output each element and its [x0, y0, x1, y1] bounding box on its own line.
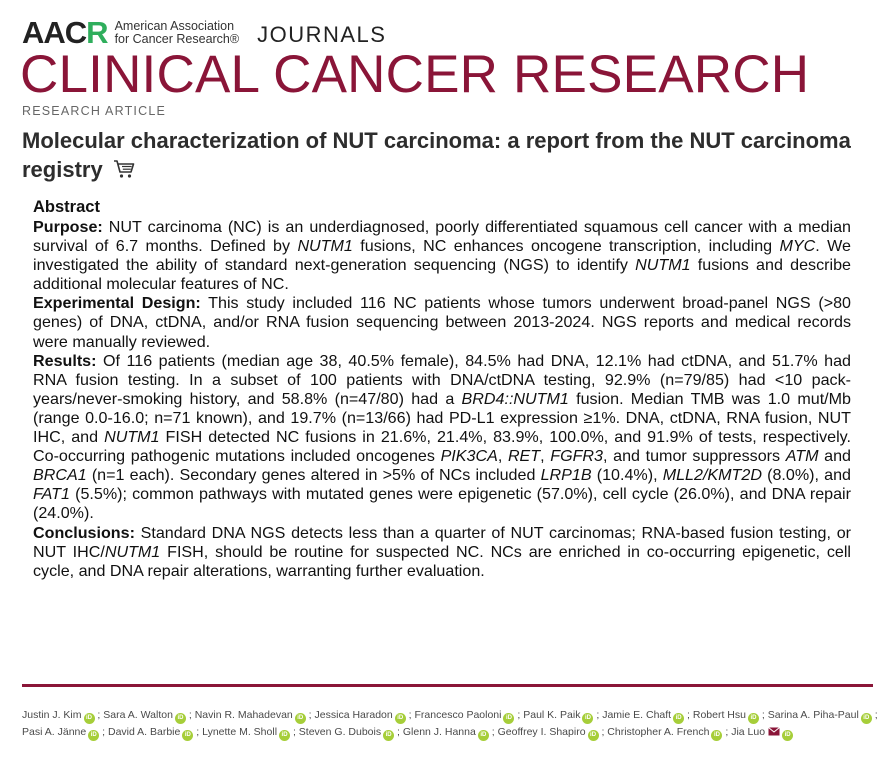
orcid-icon[interactable]: iD [861, 713, 872, 724]
orcid-icon[interactable]: iD [279, 730, 290, 741]
abstract [33, 198, 851, 581]
article-title [22, 126, 872, 186]
brand-row [22, 14, 872, 48]
abstract-results [33, 352, 851, 524]
orcid-icon[interactable]: iD [782, 730, 793, 741]
section-divider [22, 684, 873, 687]
journals-label: JOURNALS [257, 22, 387, 47]
author-name[interactable]: Lynette M. Sholl iD [202, 726, 290, 738]
article-title-text: Molecular characterization of NUT carcinoma: a report from the NUT carcinoma registry [22, 128, 851, 182]
author-list: Justin J. Kim iD ; Sara A. Walton iD ; Navin R. Mahadevan iD ; Jessica Haradon iD ; Francesco Paoloni iD ; Paul K. Paik iD ; Jamie E. Chaft iD ; Robert Hsu iD ; Sarina A. Piha-Paul iD ; Pasi A. Jänne iD ; David A. Barbie iD ; Lynette M. Sholl iD ; Steven G. Dubois iD ; Glenn J. Hanna iD ; Geoffrey I. Shapiro iD ; Christopher A. French iD ; Jia Luo iD [22, 707, 878, 741]
author-name[interactable]: Navin R. Mahadevan iD [195, 709, 306, 721]
author-name[interactable]: Geoffrey I. Shapiro iD [498, 726, 599, 738]
orcid-icon[interactable]: iD [588, 730, 599, 741]
author-name[interactable]: Glenn J. Hanna iD [403, 726, 489, 738]
orcid-icon[interactable]: iD [182, 730, 193, 741]
author-name[interactable]: Francesco Paoloni iD [415, 709, 515, 721]
orcid-icon[interactable]: iD [673, 713, 684, 724]
orcid-icon[interactable]: iD [295, 713, 306, 724]
orcid-icon[interactable]: iD [503, 713, 514, 724]
author-name[interactable]: Paul K. Paik iD [523, 709, 593, 721]
orcid-icon[interactable]: iD [582, 713, 593, 724]
abstract-heading: Abstract [33, 198, 100, 216]
association-line-1: American Association [114, 19, 235, 33]
author-name[interactable]: Jia Luo iD [731, 726, 793, 738]
orcid-icon[interactable]: iD [88, 730, 99, 741]
aacr-logo[interactable]: AACR [22, 15, 108, 50]
author-name[interactable]: Christopher A. French iD [607, 726, 722, 738]
journal-title[interactable]: CLINICAL CANCER RESEARCH [20, 45, 810, 104]
association-name [115, 20, 240, 48]
orcid-icon[interactable]: iD [748, 713, 759, 724]
abstract-purpose [33, 218, 851, 294]
author-name[interactable]: Justin J. Kim iD [22, 709, 95, 721]
conclusions-label: Conclusions: [33, 523, 135, 542]
abstract-conclusions [33, 524, 851, 581]
author-name[interactable]: Steven G. Dubois iD [299, 726, 394, 738]
cart-icon[interactable] [113, 157, 135, 186]
experimental-design-text: This study included 116 NC patients whose tumors underwent broad-panel NGS (>80 genes) of DNA, ctDNA, and/or RNA fusion sequencing between 2013-2024. NGS reports and medical records were manually reviewed. [33, 294, 851, 351]
conclusions-text: Standard DNA NGS detects less than a quarter of NUT carcinomas; RNA-based fusion testing, or NUT IHC/NUTM1 FISH, should be routine for suspected NC. NCs are enriched in co-occurring epigenetic, cell cycle, and DNA repair alterations, warranting further evaluation. [33, 523, 851, 580]
results-label: Results: [33, 351, 97, 370]
orcid-icon[interactable]: iD [395, 713, 406, 724]
results-text: Of 116 patients (median age 38, 40.5% female), 84.5% had DNA, 12.1% had ctDNA, and 51.7% had RNA fusion testing. In a subset of 100 patients with DNA/ctDNA testing, 92.9% (n=79/85) had <10 pack-years/never-smoking history, and 58.8% (n=47/80) had a BRD4::NUTM1 fusion. Median TMB was 1.0 mut/Mb (range 0.0-16.0; n=71 known), and 19.7% (n=13/66) had PD-L1 expression ≥1%. DNA, ctDNA, RNA fusion, NUT IHC, and NUTM1 FISH detected NC fusions in 21.6%, 21.4%, 83.9%, 100.0%, and 91.9% of tests, respectively. Co-occurring pathogenic mutations included oncogenes PIK3CA, RET, FGFR3, and tumor suppressors ATM and BRCA1 (n=1 each). Secondary genes altered in >5% of NCs included LRP1B (10.4%), MLL2/KMT2D (8.0%), and FAT1 (5.5%); common pathways with mutated genes were epigenetic (57.0%), cell cycle (26.0%), and DNA repair (24.0%). [33, 351, 852, 523]
article-type: RESEARCH ARTICLE [22, 104, 167, 118]
author-name[interactable]: Jessica Haradon iD [315, 709, 406, 721]
purpose-label: Purpose: [33, 218, 103, 236]
orcid-icon[interactable]: iD [84, 713, 95, 724]
abstract-experimental-design [33, 294, 851, 351]
association-line-2: for Cancer Research® [114, 32, 240, 46]
author-name[interactable]: David A. Barbie iD [108, 726, 193, 738]
orcid-icon[interactable]: iD [478, 730, 489, 741]
author-name[interactable]: Robert Hsu iD [693, 709, 759, 721]
author-name[interactable]: Jamie E. Chaft iD [602, 709, 684, 721]
author-name[interactable]: Sara A. Walton iD [103, 709, 186, 721]
author-name[interactable]: Pasi A. Jänne iD [22, 726, 99, 738]
mail-icon[interactable] [768, 725, 780, 741]
author-name[interactable]: Sarina A. Piha-Paul iD [768, 709, 872, 721]
orcid-icon[interactable]: iD [711, 730, 722, 741]
orcid-icon[interactable]: iD [383, 730, 394, 741]
experimental-design-label: Experimental Design: [33, 294, 201, 313]
purpose-text: NUT carcinoma (NC) is an underdiagnosed, poorly differentiated squamous cell cancer with a median survival of 6.7 months. Defined by NUTM1 fusions, NC enhances oncogene transcription, including MYC. We investigated the ability of standard next-generation sequencing (NGS) to identify NUTM1 fusions and describe additional molecular features of NC. [33, 218, 851, 294]
masthead [22, 14, 872, 118]
orcid-icon[interactable]: iD [175, 713, 186, 724]
